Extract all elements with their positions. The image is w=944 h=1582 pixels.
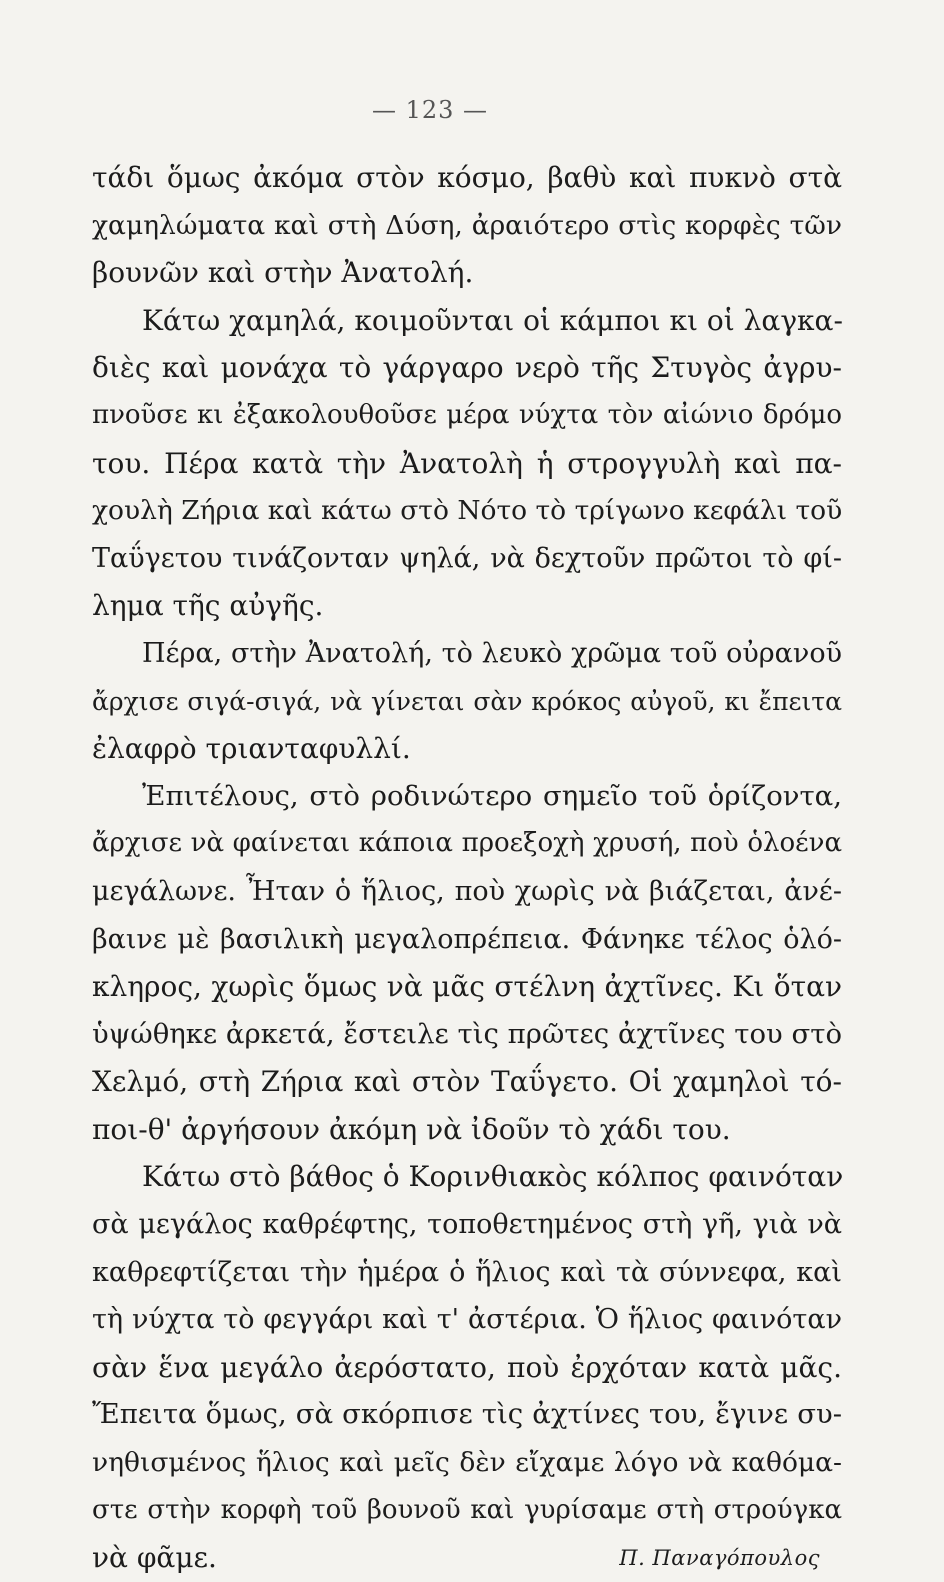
text-line: κληρος, χωρὶς ὅμως νὰ μᾶς στέλνη ἀχτῖνες. Κι ὅταν xyxy=(92,970,842,1004)
text-line: τάδι ὅμως ἀκόμα στὸν κόσμο, βαθὺ καὶ πυκνὸ στὰ xyxy=(92,161,842,194)
text-line: καθρεφτίζεται τὴν ἡμέρα ὁ ἥλιος καὶ τὰ σύννεφα, καὶ xyxy=(92,1256,842,1288)
text-line: τὴ νύχτα τὸ φεγγάρι καὶ τ' ἀστέρια. Ὁ ἥλιος φαινόταν xyxy=(92,1304,842,1336)
text-line: Ἐπιτέλους, στὸ ροδινώτερο σημεῖο τοῦ ὁρίζοντα, xyxy=(142,779,842,812)
closing-row xyxy=(92,1534,842,1582)
text-line: Χελμό, στὴ Ζήρια καὶ στὸν Ταΰγετο. Οἱ χαμηλοὶ τό- xyxy=(92,1065,842,1099)
page-number: — 123 — xyxy=(371,96,489,124)
text-line: λημα τῆς αὐγῆς. xyxy=(92,589,324,623)
body-text xyxy=(92,154,842,1582)
author-signature: Π. Παναγόπουλος xyxy=(619,1546,820,1571)
text-line: βουνῶν καὶ στὴν Ἀνατολή. xyxy=(92,256,474,290)
text-line: διὲς καὶ μονάχα τὸ γάργαρο νερὸ τῆς Στυγὸς ἀγρυ- xyxy=(92,351,842,385)
text-line: Πέρα, στὴν Ἀνατολή, τὸ λευκὸ χρῶμα τοῦ οὐρανοῦ xyxy=(142,637,842,669)
text-line: ὑψώθηκε ἀρκετά, ἔστειλε τὶς πρῶτες ἀχτῖνες του στὸ xyxy=(92,1017,843,1050)
text-line: νὰ φᾶμε. xyxy=(92,1541,217,1575)
text-line: σὰν ἕνα μεγάλο ἀερόστατο, ποὺ ἐρχόταν κατὰ μᾶς. xyxy=(92,1350,842,1384)
text-line: πνοῦσε κι ἐξακολουθοῦσε μέρα νύχτα τὸν αἰώνιο δρόμο xyxy=(92,399,842,430)
text-line: σὰ μεγάλος καθρέφτης, τοποθετημένος στὴ γῆ, γιὰ νὰ xyxy=(92,1209,842,1241)
text-line: ἄρχισε νὰ φαίνεται κάποια προεξοχὴ χρυσή, ποὺ ὁλοένα xyxy=(92,828,842,859)
text-line: ἐλαφρὸ τριανταφυλλί. xyxy=(92,732,411,766)
text-line: Κάτω χαμηλά, κοιμοῦνται οἱ κάμποι κι οἱ λαγκα- xyxy=(142,303,843,337)
text-line: Κάτω στὸ βάθος ὁ Κορινθιακὸς κόλπος φαινόταν xyxy=(142,1160,844,1194)
text-line: χουλὴ Ζήρια καὶ κάτω στὸ Νότο τὸ τρίγωνο κεφάλι τοῦ xyxy=(92,495,843,527)
text-line: βαινε μὲ βασιλικὴ μεγαλοπρέπεια. Φάνηκε τέλος ὁλό- xyxy=(92,923,842,955)
text-line: στε στὴν κορφὴ τοῦ βουνοῦ καὶ γυρίσαμε στὴ στρούγκα xyxy=(92,1494,842,1525)
text-line: του. Πέρα κατὰ τὴν Ἀνατολὴ ἡ στρογγυλὴ καὶ πα- xyxy=(92,446,842,480)
text-line: μεγάλωνε. Ἦταν ὁ ἥλιος, ποὺ χωρὶς νὰ βιάζεται, ἀνέ- xyxy=(92,875,842,907)
text-line: Ἔπειτα ὅμως, σὰ σκόρπισε τὶς ἀχτίνες του, ἔγινε συ- xyxy=(92,1398,842,1431)
text-line: ἄρχισε σιγά-σιγά, νὰ γίνεται σὰν κρόκος αὐγοῦ, κι ἔπειτα xyxy=(92,686,842,716)
text-line: χαμηλώματα καὶ στὴ Δύση, ἀραιότερο στὶς κορφὲς τῶν xyxy=(92,209,842,241)
text-line: νηθισμένος ἥλιος καὶ μεῖς δὲν εἴχαμε λόγο νὰ καθόμα- xyxy=(92,1447,842,1479)
text-line: Ταΰγετου τινάζονταν ψηλά, νὰ δεχτοῦν πρῶτοι τὸ φί- xyxy=(92,542,842,574)
text-line: ποι-θ' ἀργήσουν ἀκόμη νὰ ἰδοῦν τὸ χάδι του. xyxy=(92,1112,731,1146)
